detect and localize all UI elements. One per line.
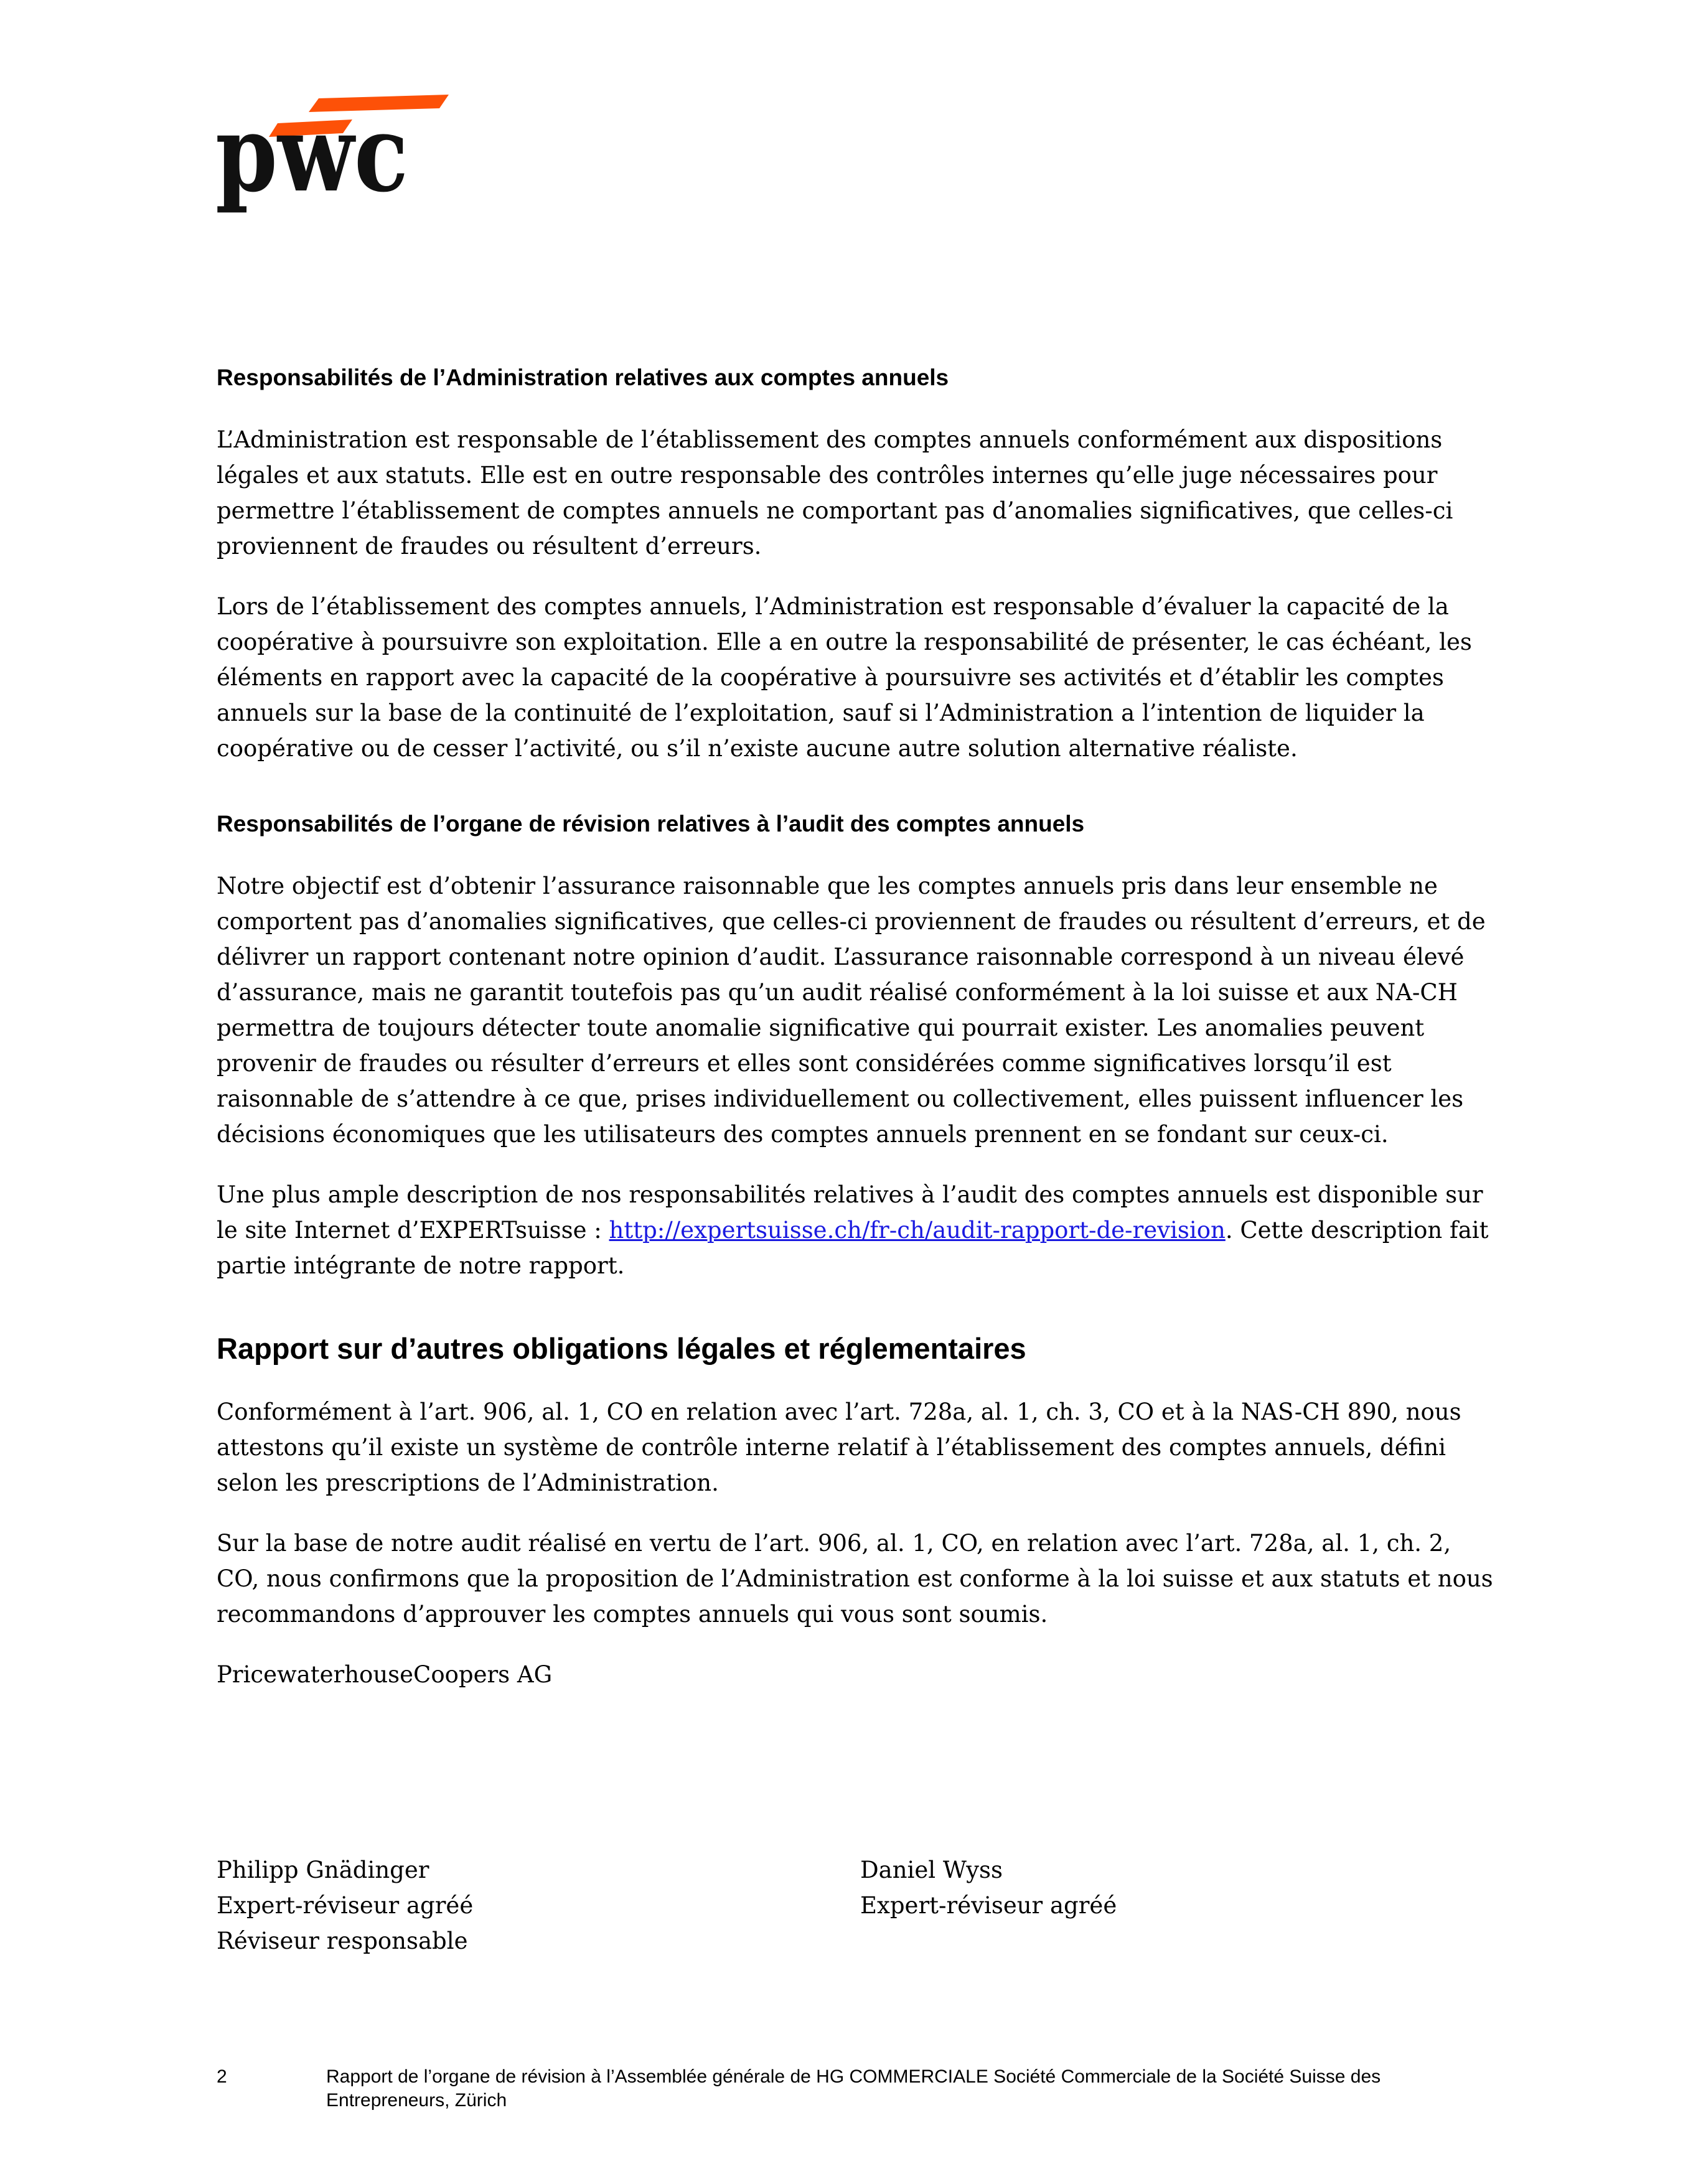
expertsuisse-link[interactable]: http://expertsuisse.ch/fr-ch/audit-rapport-de-revision — [609, 1217, 1226, 1244]
paragraph: Sur la base de notre audit réalisé en vertu de l’art. 906, al. 1, CO, en relation avec l’art. 728a, al. 1, ch. 2, CO, nous confirmons que la proposition de l’Administration est conforme à la loi suisse et aux statuts et nous recommandons d’approuver les comptes annuels qui vous sont soumis. — [217, 1530, 1493, 1628]
paragraph-with-link — [217, 1177, 1499, 1283]
paragraph: Notre objectif est d’obtenir l’assurance raisonnable que les comptes annuels pris dans leur ensemble ne comportent pas d’anomalies significatives, que celles-ci proviennent de fraudes ou résultent d’erreurs, et de délivrer un rapport contenant notre opinion d’audit. L’assurance raisonnable correspond à un niveau élevé d’assurance, mais ne garantit toutefois pas qu’un audit réalisé conformément à la loi suisse et aux NA-CH permettra de toujours détecter toute anomalie significative qui pourrait exister. Les anomalies peuvent provenir de fraudes ou résulter d’erreurs et elles sont considérées comme significatives lorsqu’il est raisonnable de s’attendre à ce que, prises individuellement ou collectivement, elles puissent influencer les décisions économiques que les utilisateurs des comptes annuels prennent en se fondant sur ceux-ci. — [217, 873, 1486, 1148]
page-number: 2 — [217, 2066, 227, 2087]
logo-wordmark: pwc — [215, 92, 408, 216]
paragraph-text-after-link: . Cette description fait partie intégrante de notre rapport. — [217, 1217, 1489, 1279]
main-content — [217, 363, 1499, 1717]
signatory-role: Réviseur responsable — [217, 1928, 468, 1954]
paragraph-text-before-link: Une plus ample description de nos responsabilités relatives à l’audit des comptes annuels est disponible sur le site Internet d’EXPERTsuisse : — [217, 1181, 1483, 1244]
signatory-left — [217, 1852, 777, 1959]
report-heading: Rapport sur d’autres obligations légales et réglementaires — [217, 1332, 1026, 1365]
signatory-right — [860, 1852, 1420, 1923]
paragraph: Lors de l’établissement des comptes annuels, l’Administration est responsable d’évaluer la capacité de la coopérative à poursuivre son exploitation. Elle a en outre la responsabilité de présenter, le cas échéant, les éléments en rapport avec la capacité de la coopérative à poursuivre ses activités et d’établir les comptes annuels sur la base de la continuité de l’exploitation, sauf si l’Administration a l’intention de liquider la coopérative ou de cesser l’activité, ou s’il n’existe aucune autre solution alternative réaliste. — [217, 593, 1472, 762]
paragraph: Conformément à l’art. 906, al. 1, CO en relation avec l’art. 728a, al. 1, ch. 3, CO et à la NAS-CH 890, nous attestons qu’il existe un système de contrôle interne relatif à l’établissement des comptes annuels, défini selon les prescriptions de l’Administration. — [217, 1399, 1461, 1496]
footer-text: Rapport de l’organe de révision à l’Assemblée générale de HG COMMERCIALE Société Commerciale de la Société Suisse des Entrepreneurs, Zürich — [326, 2066, 1381, 2111]
paragraph: L’Administration est responsable de l’établissement des comptes annuels conformément aux dispositions légales et aux statuts. Elle est en outre responsable des contrôles internes qu’elle juge nécessaires pour permettre l’établissement de comptes annuels ne comportant pas d’anomalies significatives, que celles-ci proviennent de fraudes ou résultent d’erreurs. — [217, 426, 1453, 560]
signatory-name: Philipp Gnädinger — [217, 1857, 429, 1883]
signature-block — [217, 1852, 1499, 1977]
signatory-title: Expert-réviseur agréé — [860, 1892, 1117, 1919]
pwc-logo — [215, 92, 452, 217]
signatory-title: Expert-réviseur agréé — [217, 1892, 474, 1919]
firm-name: PricewaterhouseCoopers AG — [217, 1661, 553, 1688]
pwc-logo-graphic — [215, 92, 452, 217]
section-heading: Responsabilités de l’Administration relatives aux comptes annuels — [217, 365, 949, 390]
section-heading: Responsabilités de l’organe de révision relatives à l’audit des comptes annuels — [217, 811, 1085, 837]
signatory-name: Daniel Wyss — [860, 1857, 1003, 1883]
